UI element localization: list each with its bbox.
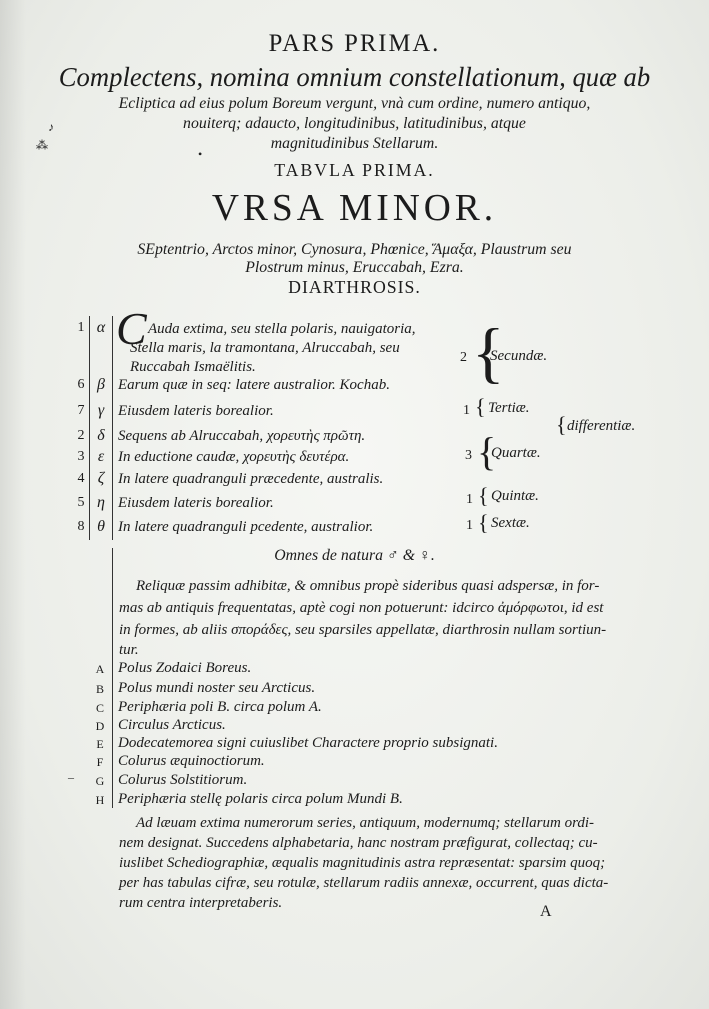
paragraph-line: rum centra interpretaberis. xyxy=(119,895,283,911)
star-description: Eiusdem lateris borealior. xyxy=(118,495,274,511)
synonyms-line: Plostrum minus, Eruccabah, Ezra. xyxy=(245,259,464,276)
margin-mark: ♪ xyxy=(48,120,54,134)
star-greek-letter: β xyxy=(97,376,105,393)
magnitude-label: Sextæ. xyxy=(491,515,530,531)
paragraph-line: nem designat. Succedens alphabetaria, hanc nostram præfigurat, collectaq; cu- xyxy=(119,835,598,851)
paragraph-line: per has tabulas cifræ, seu rotulæ, stellarum radiis annexæ, occurrent, quas dicta- xyxy=(119,875,609,891)
star-greek-letter: α xyxy=(96,319,106,336)
legend-letter: E xyxy=(96,737,104,751)
column-rule xyxy=(112,316,113,540)
star-greek-letter: δ xyxy=(97,427,105,444)
star-description: Stella maris, la tramontana, Alruccabah, seu xyxy=(130,340,400,356)
brace-mark: { xyxy=(477,429,497,474)
diarthrosis-heading: DIARTHROSIS. xyxy=(288,277,421,297)
paragraph-line: iuslibet Schediographiæ, æqualis magnitudinis astra repræsentat: sparsim quoq; xyxy=(119,855,606,871)
paragraph-line: tur. xyxy=(119,642,139,658)
magnitude-label: Quintæ. xyxy=(491,488,539,504)
legend-text: Circulus Arcticus. xyxy=(118,717,226,733)
star-greek-letter: ζ xyxy=(97,470,105,487)
star-greek-letter: θ xyxy=(97,518,105,535)
magnitude-label: Tertiæ. xyxy=(488,400,530,416)
table-heading: TABVLA PRIMA. xyxy=(274,160,435,180)
star-description: Eiusdem lateris borealior. xyxy=(118,403,274,419)
magnitude-count: 2 xyxy=(460,350,467,365)
legend-text: Colurus æquinoctiorum. xyxy=(118,753,265,769)
margin-mark: ⁂ xyxy=(36,138,48,152)
brace-mark: { xyxy=(556,412,567,437)
star-old-number: 6 xyxy=(77,377,85,392)
legend-letter: G xyxy=(95,774,105,788)
magnitude-label: Secundæ. xyxy=(490,348,548,364)
legend-text: Periphæria poli B. circa polum A. xyxy=(118,699,322,715)
brace-mark: { xyxy=(478,510,489,535)
paragraph-line: Ad læuam extima numerorum series, antiquum, modernumq; stellarum ordi- xyxy=(136,815,595,831)
legend-letter: A xyxy=(95,662,105,676)
star-description: Ruccabah Ismaëlitis. xyxy=(130,359,256,375)
differentiae-label: differentiæ. xyxy=(567,418,636,434)
legend-letter: B xyxy=(95,682,104,696)
synonyms-line: SEptentrio, Arctos minor, Cynosura, Phœnice, Ἅμαξα, Plaustrum seu xyxy=(137,241,572,258)
star-description: In eductione caudæ, χορευτὴς δευτέρα. xyxy=(118,449,350,465)
legend-letter: H xyxy=(95,793,105,807)
magnitude-label: Quartæ. xyxy=(491,445,541,461)
legend-text: Periphæria stellę polaris circa polum Mundi B. xyxy=(118,791,403,807)
legend-letter: C xyxy=(95,701,104,715)
legend-text: Polus mundi noster seu Arcticus. xyxy=(118,680,316,696)
star-old-number: 1 xyxy=(77,320,85,335)
star-description: Auda extima, seu stella polaris, nauigatoria, xyxy=(148,321,416,337)
star-old-number: 8 xyxy=(77,519,85,534)
star-description: In latere quadranguli pcedente, australior. xyxy=(118,519,374,535)
brace-mark: { xyxy=(472,314,505,390)
star-old-number: 4 xyxy=(77,471,85,486)
column-rule xyxy=(112,548,113,808)
magnitude-count: 1 xyxy=(463,403,470,418)
star-description: Sequens ab Alruccabah, χορευτὴς πρῶτη. xyxy=(118,428,366,444)
part-description-heading: Complectens, nomina omnium constellationum, quæ ab xyxy=(58,62,651,92)
margin-mark: • xyxy=(198,147,203,161)
legend-letter: D xyxy=(95,719,105,733)
brace-mark: { xyxy=(478,483,489,508)
part-heading: PARS PRIMA. xyxy=(268,30,441,57)
star-greek-letter: ε xyxy=(97,448,105,465)
star-old-number: 2 xyxy=(77,428,85,443)
paragraph-line: in formes, ab aliis σποράδες, seu sparsiles appellatæ, diarthrosin nullam sortiun- xyxy=(119,622,607,638)
star-greek-letter: γ xyxy=(97,402,105,419)
star-old-number: 3 xyxy=(77,449,85,464)
paragraph-line: Reliquæ passim adhibitæ, & omnibus propè sideribus quasi adspersæ, in for- xyxy=(136,578,600,594)
legend-text: Colurus Solstitiorum. xyxy=(118,772,248,788)
drop-capital: C xyxy=(116,303,147,354)
legend-text: Polus Zodaici Boreus. xyxy=(118,660,252,676)
nature-note: Omnes de natura ♂ & ♀. xyxy=(274,547,435,564)
constellation-title: VRSA MINOR. xyxy=(211,187,498,229)
legend-text: Dodecatemorea signi cuiuslibet Charactere proprio subsignati. xyxy=(118,735,498,751)
star-old-number: 7 xyxy=(77,403,85,418)
margin-mark: – xyxy=(68,770,74,784)
magnitude-count: 3 xyxy=(465,448,472,463)
brace-mark: { xyxy=(475,394,486,419)
signature-mark: A xyxy=(540,903,552,920)
intro-line: Ecliptica ad eius polum Boreum vergunt, vnà cum ordine, numero antiquo, xyxy=(118,95,591,112)
magnitude-count: 1 xyxy=(466,492,473,507)
paragraph-line: mas ab antiquis frequentatas, aptè cogi non potuerunt: idcirco ἀμόρφωτοι, id est xyxy=(119,600,604,616)
intro-line: nouiterq; adaucto, longitudinibus, latitudinibus, atque xyxy=(183,115,526,132)
magnitude-count: 1 xyxy=(466,518,473,533)
legend-letter: F xyxy=(96,755,104,769)
star-description: In latere quadranguli præcedente, australis. xyxy=(118,471,384,487)
star-description: Earum quæ in seq: latere australior. Kochab. xyxy=(118,377,390,393)
intro-line: magnitudinibus Stellarum. xyxy=(270,135,439,152)
star-old-number: 5 xyxy=(77,495,85,510)
star-greek-letter: η xyxy=(97,494,105,511)
